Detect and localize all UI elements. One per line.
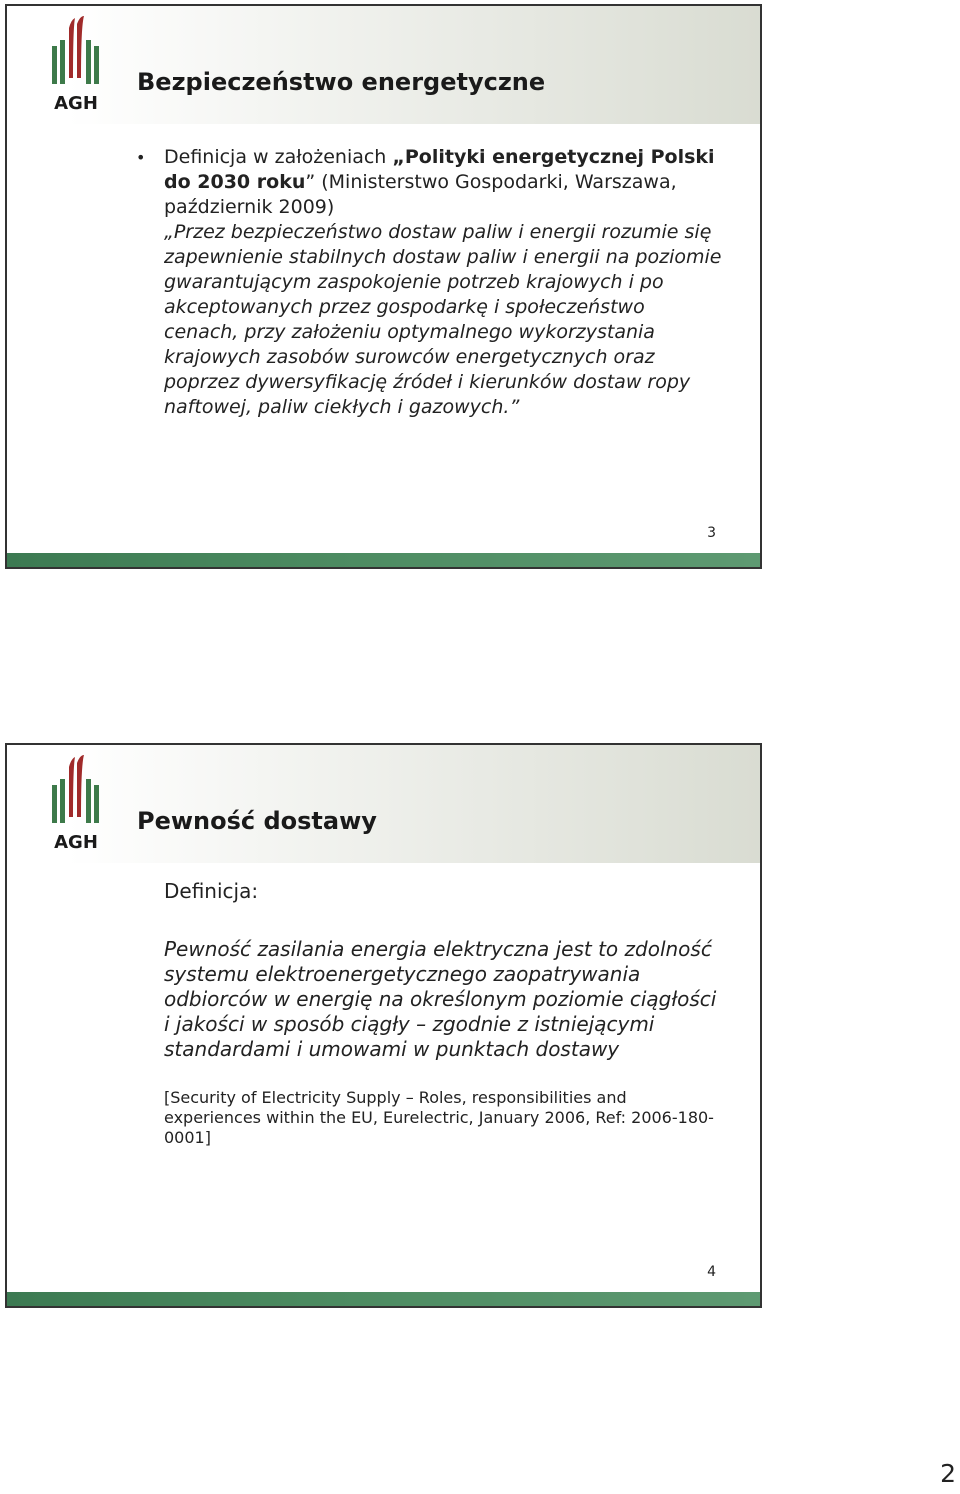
reference-citation: [Security of Electricity Supply – Roles, responsibilities and experiences within the EU, Eurelectric, January 2006, Ref: 2006-180-0001] — [164, 1088, 714, 1147]
definition-text: Pewność zasilania energia elektryczna jest to zdolność systemu elektroenergetycznego zaopatrywania odbiorców w energię na określonym poziomie ciągłości i jakości w sposób ciągły – zgodnie z istniejącymi standardami i umowami w punktach dostawy — [164, 937, 717, 1061]
agh-logo — [49, 755, 103, 851]
slide-page-number: 3 — [707, 525, 716, 541]
slide-content — [136, 145, 724, 420]
slide-4 — [5, 743, 762, 1308]
slide-3 — [5, 4, 762, 569]
policy-title: „Polityki energetycznej Polski do 2030 roku — [164, 146, 715, 193]
slide-content — [164, 879, 724, 1148]
intro-before: Definicja w założeniach — [164, 146, 393, 168]
definition-label: Definicja: — [164, 879, 259, 903]
agh-logo-text: AGH — [54, 93, 98, 112]
definition-intro — [164, 145, 724, 220]
footer-bar — [7, 553, 760, 567]
agh-logo — [49, 16, 103, 112]
document-page-number: 2 — [940, 1459, 956, 1488]
footer-bar — [7, 1292, 760, 1306]
slide-header — [7, 6, 760, 124]
bullet-icon: • — [136, 148, 146, 167]
slide-header — [7, 745, 760, 863]
intro-after: ” (Ministerstwo Gospodarki, Warszawa, październik 2009) — [164, 171, 677, 218]
slide-page-number: 4 — [707, 1264, 716, 1280]
slide-title: Bezpieczeństwo energetyczne — [137, 68, 546, 96]
definition-quote: „Przez bezpieczeństwo dostaw paliw i energii rozumie się zapewnienie stabilnych dostaw paliw i energii na poziomie gwarantującym zaspokojenie potrzeb krajowych i po akceptowanych przez gospodarkę i społeczeństwo cenach, przy założeniu optymalnego wykorzystania krajowych zasobów surowców energetycznych oraz poprzez dywersyfikację źródeł i kierunków dostaw ropy naftowej, paliw ciekłych i gazowych.” — [164, 221, 722, 418]
agh-logo-text: AGH — [54, 832, 98, 851]
slide-title: Pewność dostawy — [137, 807, 377, 835]
